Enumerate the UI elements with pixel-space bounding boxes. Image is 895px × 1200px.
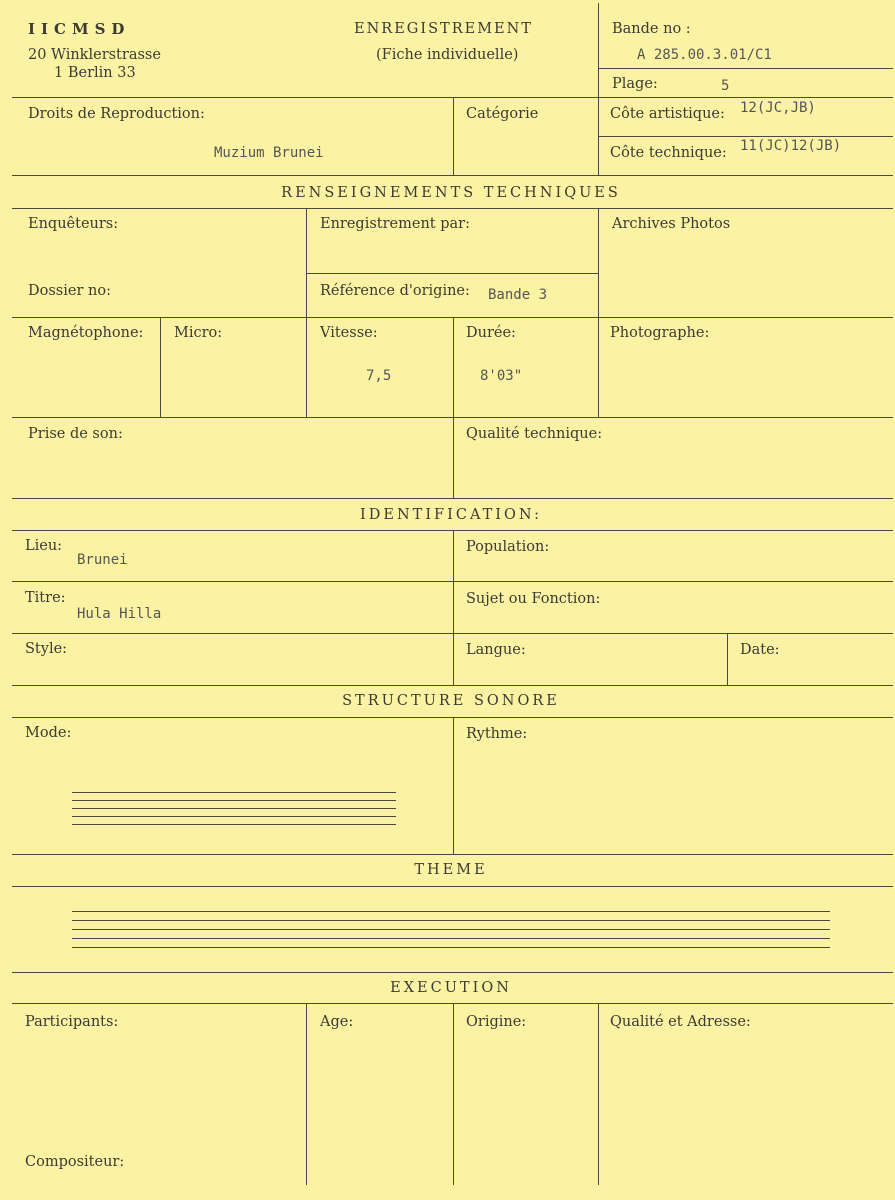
archives-photos-label: Archives Photos <box>612 216 731 232</box>
institution-logo: IICMSD <box>28 20 131 38</box>
reference-value: Bande 3 <box>488 287 548 303</box>
dossier-label: Dossier no: <box>28 283 111 299</box>
section-theme-title: THEME <box>414 862 488 878</box>
titre-label: Titre: <box>25 590 66 606</box>
enregistrement-par-label: Enregistrement par: <box>320 216 470 232</box>
participants-label: Participants: <box>25 1014 119 1030</box>
plage-label: Plage: <box>612 76 658 92</box>
qualite-technique-label: Qualité technique: <box>466 426 603 442</box>
prise-de-son-label: Prise de son: <box>28 426 123 442</box>
plage-value: 5 <box>721 78 730 94</box>
form-title: ENREGISTREMENT <box>354 21 533 37</box>
reference-label: Référence d'origine: <box>320 283 470 299</box>
origine-label: Origine: <box>466 1014 527 1030</box>
vitesse-label: Vitesse: <box>320 325 378 341</box>
mode-label: Mode: <box>25 725 72 741</box>
droits-label: Droits de Reproduction: <box>28 106 205 122</box>
address-line-1: 20 Winklerstrasse <box>28 47 161 63</box>
address-line-2: 1 Berlin 33 <box>54 65 136 81</box>
photographe-label: Photographe: <box>610 325 710 341</box>
enqueteurs-label: Enquêteurs: <box>28 216 119 232</box>
langue-label: Langue: <box>466 642 526 658</box>
duree-value: 8'03" <box>480 368 523 384</box>
titre-value: Hula Hilla <box>77 606 162 622</box>
section-structure-title: STRUCTURE SONORE <box>342 693 560 709</box>
bande-value: A 285.00.3.01/C1 <box>637 47 772 63</box>
population-label: Population: <box>466 539 550 555</box>
droits-value: Muzium Brunei <box>214 145 324 161</box>
date-label: Date: <box>740 642 780 658</box>
duree-label: Durée: <box>466 325 516 341</box>
age-label: Age: <box>320 1014 354 1030</box>
section-technical-title: RENSEIGNEMENTS TECHNIQUES <box>281 185 621 201</box>
cote-technique-value: 11(JC)12(JB) <box>740 138 842 154</box>
magnetophone-label: Magnétophone: <box>28 325 144 341</box>
cote-artistique-label: Côte artistique: <box>610 106 725 122</box>
categorie-label: Catégorie <box>466 106 539 122</box>
bande-label: Bande no : <box>612 21 691 37</box>
sujet-label: Sujet ou Fonction: <box>466 591 601 607</box>
lieu-value: Brunei <box>77 552 128 568</box>
lieu-label: Lieu: <box>25 538 63 554</box>
cote-technique-label: Côte technique: <box>610 145 727 161</box>
qualite-adresse-label: Qualité et Adresse: <box>610 1014 751 1030</box>
section-execution-title: EXECUTION <box>390 980 512 996</box>
compositeur-label: Compositeur: <box>25 1154 125 1170</box>
section-identification-title: IDENTIFICATION: <box>360 507 542 523</box>
vitesse-value: 7,5 <box>366 368 392 384</box>
form-subtitle: (Fiche individuelle) <box>376 47 519 63</box>
style-label: Style: <box>25 641 68 657</box>
micro-label: Micro: <box>174 325 223 341</box>
cote-artistique-value: 12(JC,JB) <box>740 100 816 116</box>
rythme-label: Rythme: <box>466 726 528 742</box>
